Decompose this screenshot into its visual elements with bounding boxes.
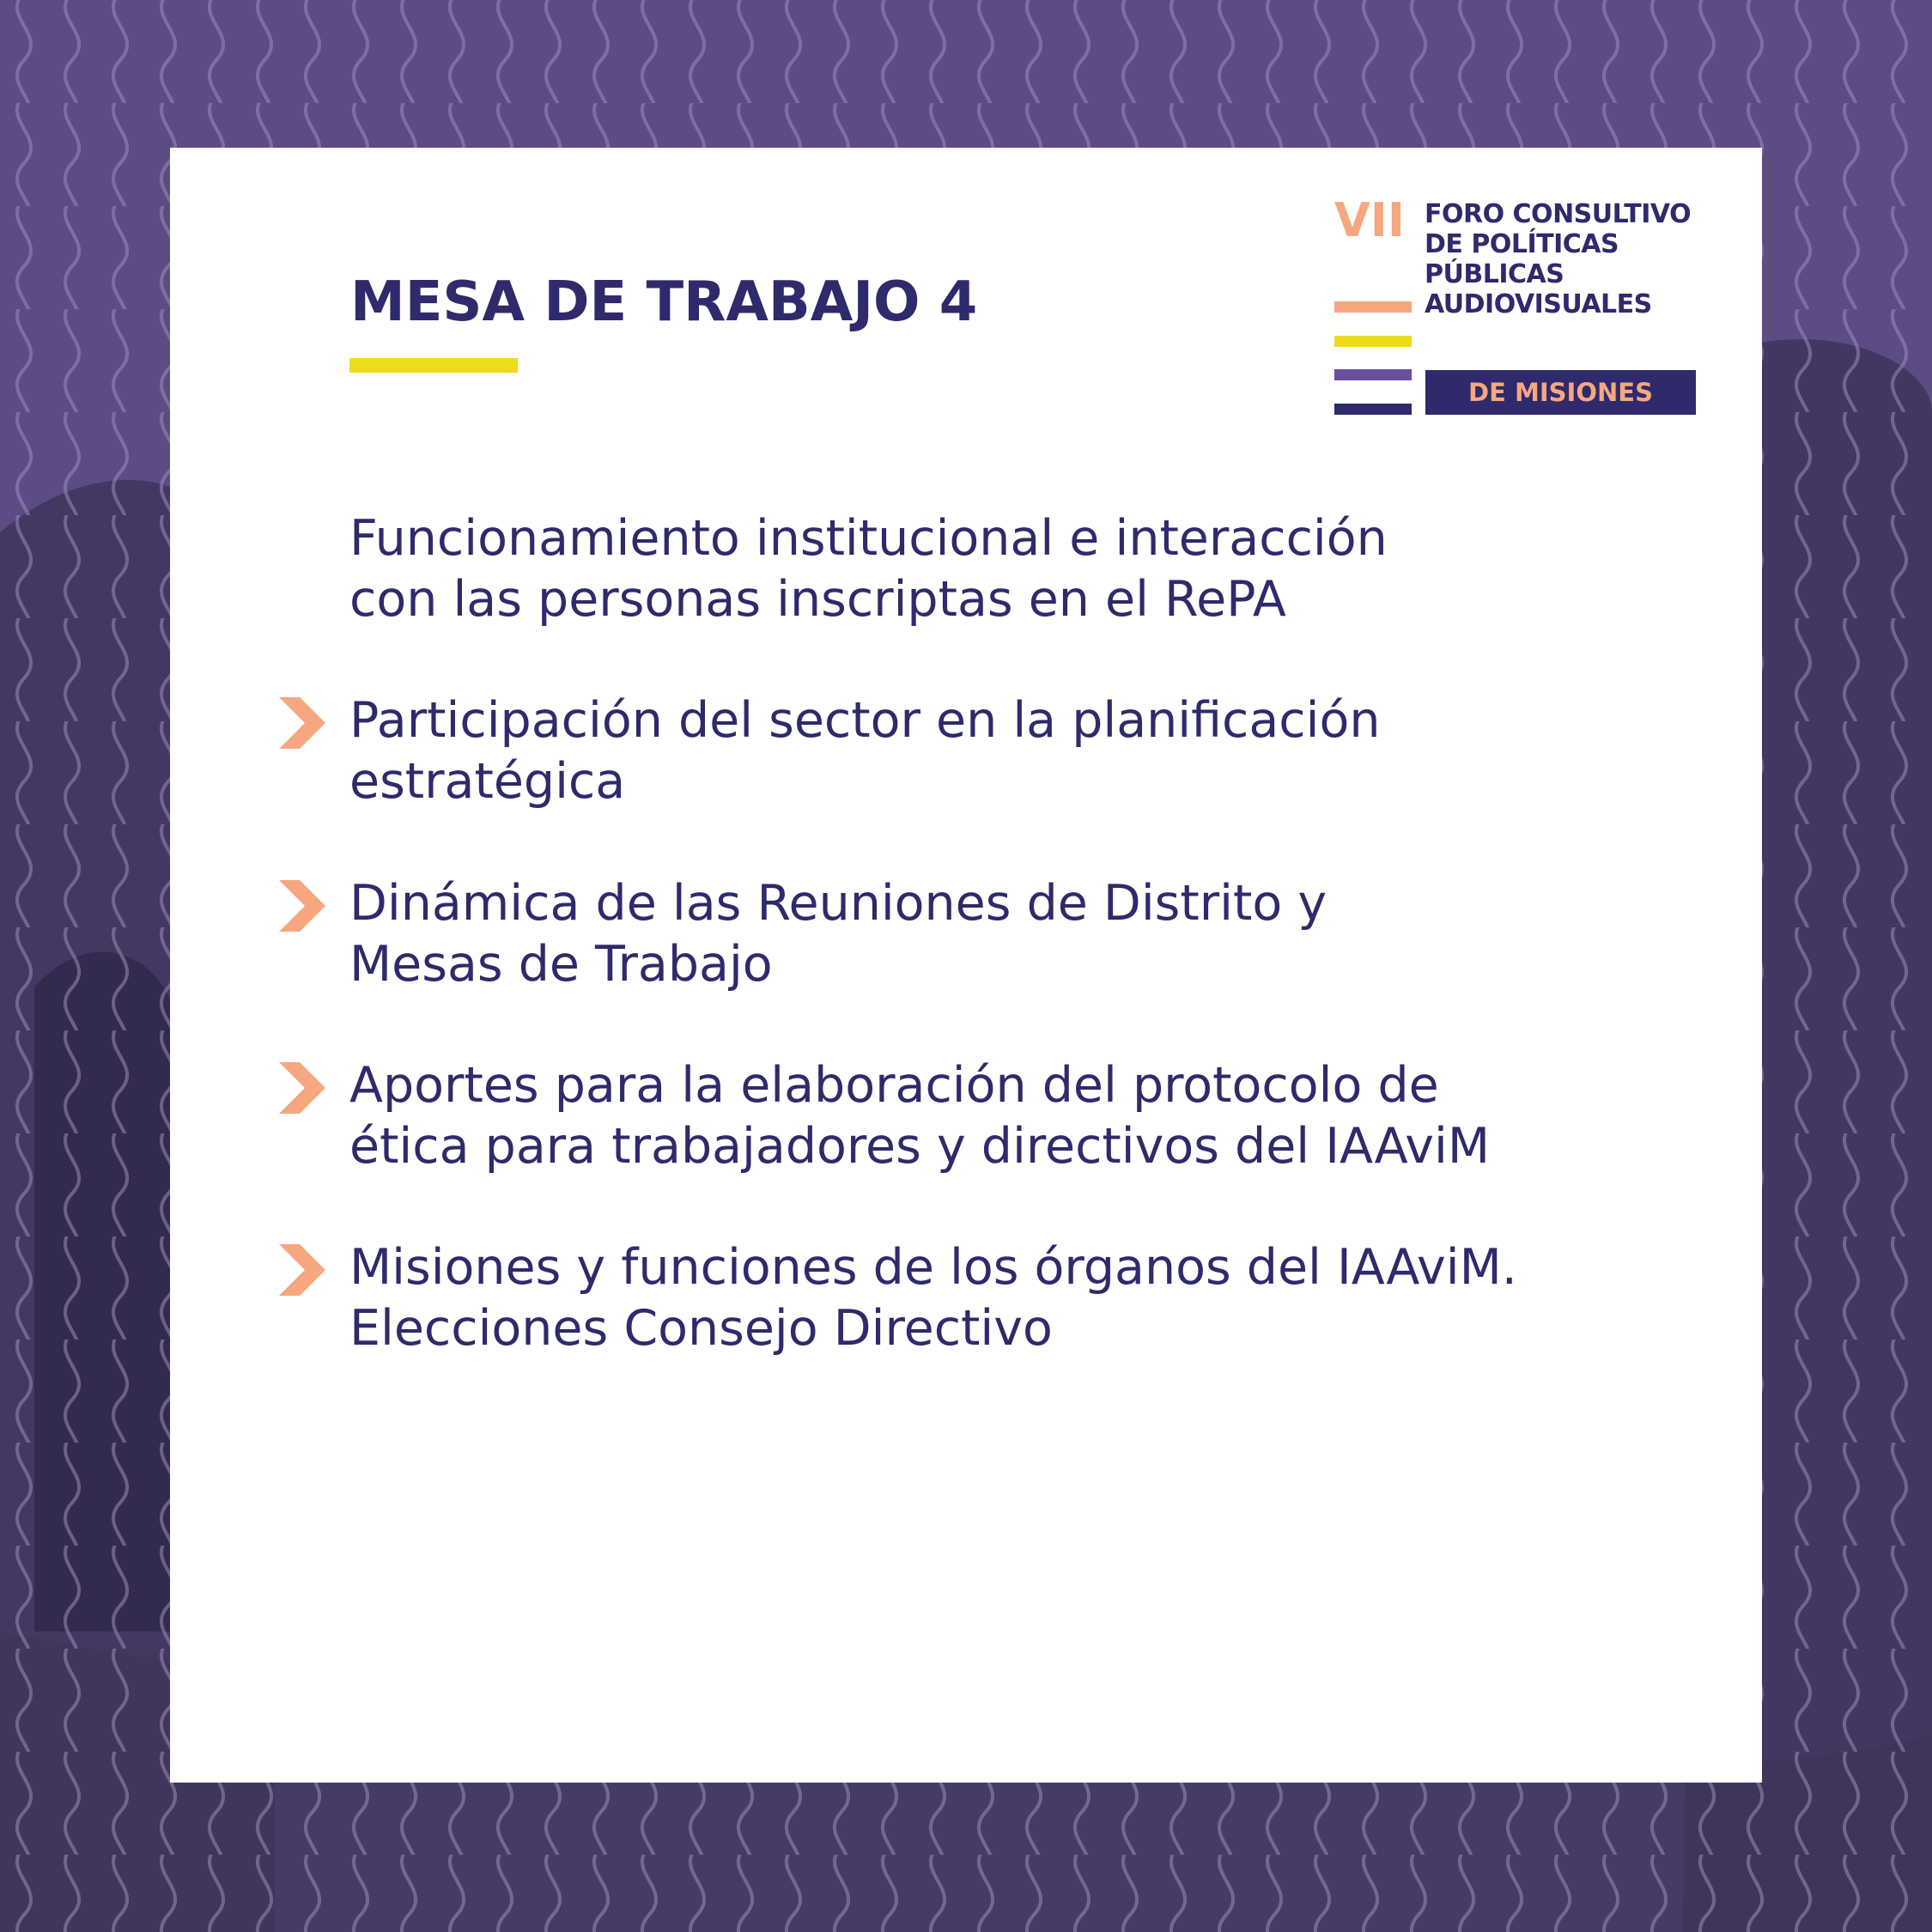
content-card (170, 148, 1762, 1783)
chevron-right-icon (279, 1062, 325, 1114)
list-item-text (349, 1055, 1723, 1177)
list-item-line: con las personas inscriptas en el RePA (349, 571, 1286, 628)
list-item-text (349, 873, 1723, 995)
title-underline (349, 358, 518, 373)
logo-line: AUDIOVISUALES (1425, 289, 1652, 319)
list-item-line: Mesas de Trabajo (349, 936, 773, 993)
logo-bar-yellow (1334, 336, 1412, 347)
forum-logo (1334, 193, 1704, 407)
logo-bar-purple (1334, 369, 1412, 380)
list-item (349, 873, 1723, 995)
list-item-text (349, 508, 1723, 630)
list-item (349, 1237, 1723, 1359)
logo-tag: DE MISIONES (1425, 370, 1696, 415)
logo-numeral: VII (1334, 193, 1405, 247)
list-item-text (349, 1237, 1723, 1359)
list-item (349, 508, 1723, 630)
list-item-line: estratégica (349, 753, 626, 810)
list-item-line: Misiones y funciones de los órganos del IAAviM. (349, 1239, 1517, 1296)
logo-bar-navy (1334, 404, 1412, 415)
list-item-line: Aportes para la elaboración del protocolo de (349, 1057, 1439, 1114)
chevron-right-icon (279, 697, 325, 749)
chevron-right-icon (279, 880, 325, 932)
page-title: MESA DE TRABAJO 4 (350, 270, 978, 334)
list-item-text (349, 690, 1723, 812)
list-item (349, 690, 1723, 812)
chevron-right-icon (279, 1244, 325, 1296)
logo-line: PÚBLICAS (1425, 259, 1564, 289)
logo-bar-orange (1334, 301, 1412, 313)
list-item-line: Elecciones Consejo Directivo (349, 1300, 1053, 1357)
list-item-line: Funcionamiento institucional e interacción (349, 510, 1388, 567)
logo-line: DE POLÍTICAS (1425, 229, 1619, 259)
logo-text (1425, 199, 1691, 319)
list-item-line: Dinámica de las Reuniones de Distrito y (349, 875, 1327, 932)
list-item (349, 1055, 1723, 1177)
logo-line: FORO CONSULTIVO (1425, 199, 1692, 229)
list-item-line: Participación del sector en la planificación (349, 692, 1381, 749)
list-item-line: ética para trabajadores y directivos del IAAviM (349, 1118, 1491, 1175)
